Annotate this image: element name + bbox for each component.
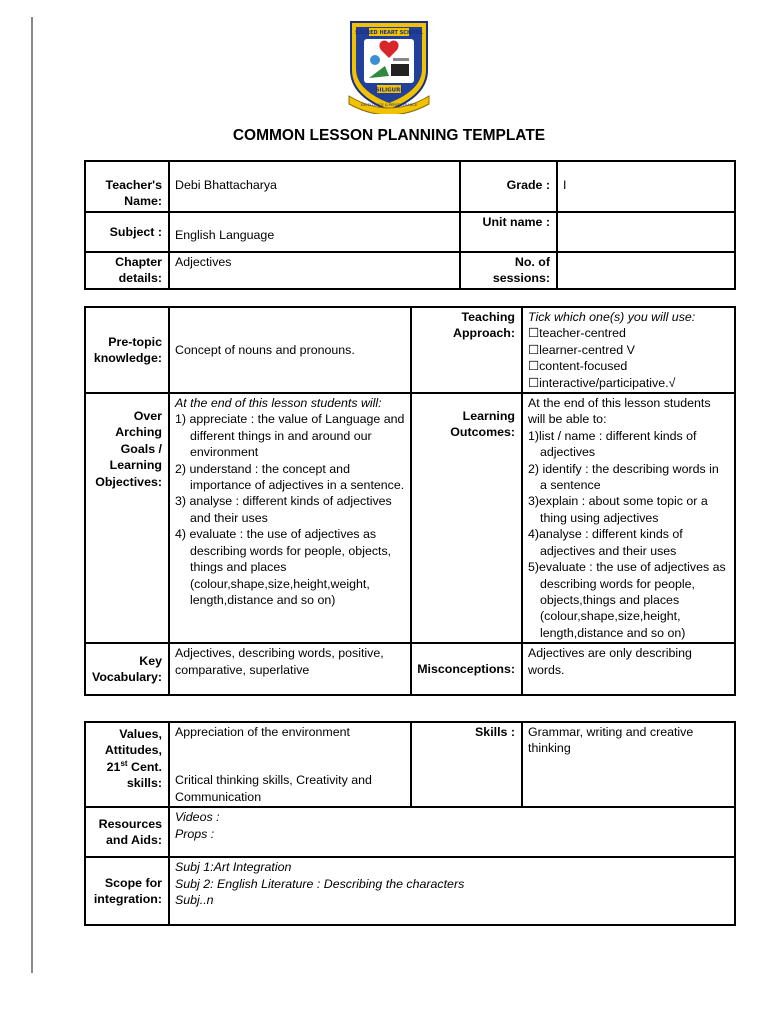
chapter-details-label: Chapter details:: [85, 252, 169, 289]
resources-props: Props :: [175, 826, 215, 841]
svg-text:SACRED HEART SCHOOL: SACRED HEART SCHOOL: [355, 30, 423, 36]
scope-item: Subj 2: English Literature : Describing the characters: [175, 876, 465, 891]
grade-label: Grade :: [460, 161, 557, 212]
goal-item: 2) understand : the concept and importance of adjectives in a sentence.: [175, 461, 405, 493]
subject-value: English Language: [169, 212, 460, 252]
goal-item: 1) appreciate : the value of Language and different things in and around our environment: [175, 412, 405, 460]
outcome-item: 3)explain : about some topic or a thing using adjectives: [528, 494, 708, 525]
teacher-name-value: Debi Bhattacharya: [169, 161, 460, 212]
teacher-info-table: [84, 160, 736, 290]
document-title: COMMON LESSON PLANNING TEMPLATE: [232, 127, 546, 144]
outcome-item: 2) identify : the describing words in a sentence: [528, 461, 719, 493]
lesson-plan-table: [84, 306, 736, 696]
values-line-1: Appreciation of the environment: [175, 725, 350, 739]
values-label-tail: Cent. skills:: [126, 759, 162, 791]
outcomes-cell: [522, 393, 735, 643]
values-label-sup: st: [120, 758, 128, 768]
key-vocabulary-value: Adjectives, describing words, positive, comparative, superlative: [169, 643, 411, 695]
svg-text:SILIGURI: SILIGURI: [375, 87, 403, 94]
sessions-label: No. of sessions:: [460, 252, 557, 289]
misconceptions-label: Misconceptions:: [411, 643, 522, 695]
goals-cell: [169, 393, 411, 643]
skills-value: Grammar, writing and creative thinking: [522, 722, 735, 807]
approach-option-content: ☐content-focused: [528, 359, 628, 374]
goal-item: 4) evaluate : the use of adjectives as describing words for people, objects, things and places (colour,shape,size,height,weight, length,distance and so on): [175, 527, 392, 607]
outcome-item: 1)list / name : different kinds of adjectives: [528, 428, 697, 460]
goals-label: Over Arching Goals / Learning Objectives:: [85, 393, 169, 643]
approach-option-teacher: ☐teacher-centred: [528, 326, 626, 341]
svg-text:EXCELLENCE & PERSEVERANCE: EXCELLENCE & PERSEVERANCE: [360, 103, 418, 107]
unit-name-label: Unit name :: [460, 212, 557, 252]
scope-item: Subj..n: [175, 893, 214, 908]
goal-item: 3) analyse : different kinds of adjectives and their uses: [175, 494, 392, 525]
values-resources-table: [84, 721, 736, 926]
approach-intro: Tick which one(s) you will use:: [528, 310, 696, 324]
approach-option-learner: ☐learner-centred V: [528, 342, 635, 357]
outcomes-intro: At the end of this lesson students will be able to:: [528, 396, 711, 427]
approach-option-interactive: ☐interactive/participative.√: [528, 375, 676, 390]
misconceptions-value: Adjectives are only describing words.: [522, 643, 735, 695]
pretopic-value: Concept of nouns and pronouns.: [169, 307, 411, 393]
goals-intro: At the end of this lesson students will:: [175, 396, 382, 411]
grade-value: I: [557, 161, 735, 212]
page-margin-line: [31, 17, 33, 973]
unit-name-value: [557, 212, 735, 252]
scope-label: Scope for integration:: [85, 857, 169, 925]
teaching-approach-cell: [522, 307, 735, 393]
resources-cell: [169, 807, 735, 857]
outcome-item: 5)evaluate : the use of adjectives as describing words for people, objects,things and places (colour,shape,size,height, length,distance and so on): [528, 560, 726, 640]
chapter-details-value: Adjectives: [169, 252, 460, 289]
skills-label: Skills :: [411, 722, 522, 807]
resources-videos: Videos :: [175, 810, 220, 825]
school-crest-logo: [345, 18, 433, 114]
scope-item: Subj 1:Art Integration: [175, 860, 292, 875]
teaching-approach-label: Teaching Approach:: [411, 307, 522, 393]
learning-outcomes-label: Learning Outcomes:: [411, 393, 522, 643]
scope-cell: [169, 857, 735, 925]
outcome-item: 4)analyse : different kinds of adjectives and their uses: [528, 527, 683, 558]
subject-label: Subject :: [85, 212, 169, 252]
resources-label: Resources and Aids:: [85, 807, 169, 857]
values-label-text: Values, Attitudes, 21: [104, 727, 162, 774]
sessions-value: [557, 252, 735, 289]
values-cell: [169, 722, 411, 807]
pretopic-label: Pre-topic knowledge:: [85, 307, 169, 393]
values-line-2: Critical thinking skills, Creativity and Communication: [175, 773, 372, 804]
values-label: [85, 722, 169, 807]
key-vocabulary-label: Key Vocabulary:: [85, 643, 169, 695]
teacher-name-label: Teacher's Name:: [85, 161, 169, 212]
